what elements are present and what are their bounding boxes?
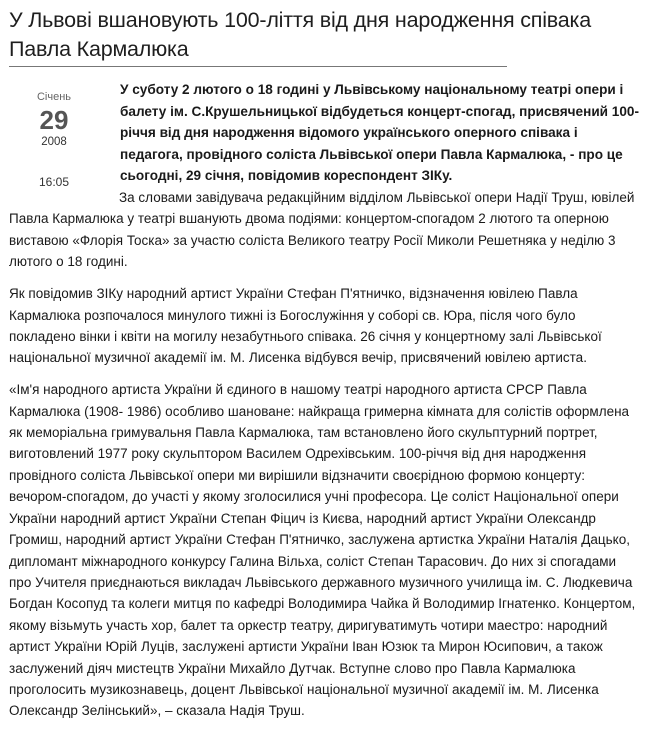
date-month: Січень — [36, 91, 72, 103]
date-year: 2008 — [41, 136, 67, 148]
article-body — [9, 187, 639, 732]
date-day: 29 — [39, 105, 69, 135]
paragraph: Як повідомив ЗІКу народний артист України Стефан П'ятничко, відзначення ювілею Павла Кармалюка розпочалося минулого тижні із Богослужіння у соборі св. Юра, після чого було покладено вінки і квіти на могилу незабутнього співака. 26 січня у концертному залі Львівської національної музичної академії ім. М. Лисенка відбувся вечір, присвячений ювілею артиста. — [9, 286, 602, 366]
publish-time: 16:05 — [38, 175, 70, 189]
title-divider — [9, 66, 507, 67]
paragraph: За словами завідувача редакційним відділом Львівської опери Надії Труш, ювілей Павла Кармалюка у театрі вшанують двома подіями: концертом-спогадом 2 лютого та оперною виставою «Флорія Тоска» за участю соліста Великого театру Росії Миколи Решетняка у неділю 3 лютого о 18 годині. — [9, 190, 635, 270]
article-title: У Львові вшановують 100-ліття від дня народження співака Павла Кармалюка — [9, 8, 591, 61]
paragraph: «Ім'я народного артиста України й єдиного в нашому театрі народного артиста СРСР Павла Кармалюка (1908- 1986) особливо шановане: найкраща гримерна кімната для солістів оформлена як меморіальна гримувальня Павла Кармалюка, там встановлено його скульптурний портрет, виготовлений 1977 року скульптором Василем Одрехівським. 100-річчя від дня народження провідного соліста Львівської опери ми вирішили відзначити своєрідною формою концерту: вечором-спогадом, до участі у якому зголосилися учні професора. Це соліст Національної опери України народний артист України Степан Фіцич із Києва, народний артист України Олександр Громиш, народний артист України Стефан П'ятничко, заслужена артистка України Наталія Дацько, дипломант міжнародного конкурсу Галина Вільха, соліст Степан Тарасович. До них зі спогадами про Учителя приєднаються викладач Львівського державного музичного училища ім. С. Людкевича Богдан Косопуд та колеги митця по кафедрі Володимира Чайка й Володимир Ігнатенко. Концертом, якому візьмуть участь хор, балет та оркестр театру, диригуватимуть чотири маестро: народний артист України Юрій Луців, заслужені артисти України Іван Юзюк та Мирон Юсипович, а також заслужений діяч мистецтв України Михайло Дутчак. Вступне слово про Павла Кармалюка проголосить музикознавець, доцент Львівської національної музичної академії ім. М. Лисенка Олександр Зелінський», – сказала Надія Труш. — [9, 382, 636, 719]
article-lead: У суботу 2 лютого о 18 годині у Львівському національному театрі опери і балету ім. С.Крушельницької відбудеться концерт-спогад, присвячений 100-річчя від дня народження відомого українського оперного співака і педагога, провідного соліста Львівської опери Павла Кармалюка, - про це сьогодні, 29 січня, повідомив кореспондент ЗІКу. — [120, 82, 640, 183]
date-block — [14, 90, 94, 189]
